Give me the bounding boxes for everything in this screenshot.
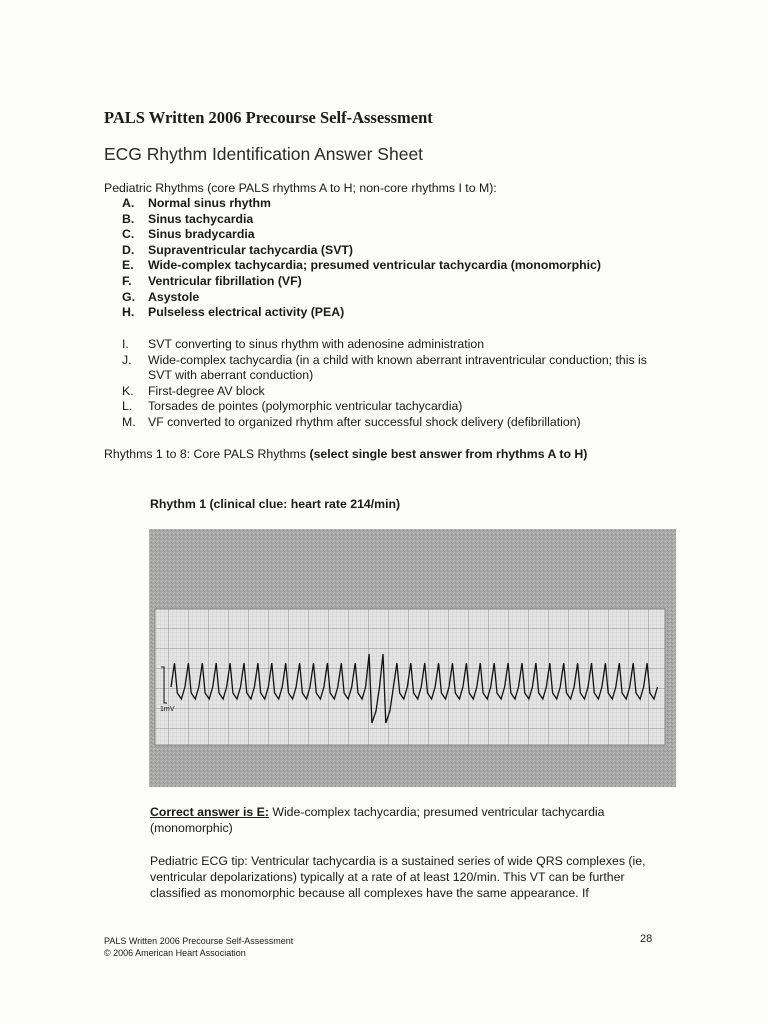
- list-item: I. SVT converting to sinus rhythm with adenosine administration: [122, 337, 485, 351]
- list-item: A. Normal sinus rhythm: [122, 196, 271, 210]
- page-footer: PALS Written 2006 Precourse Self-Assessment © 2006 American Heart Association: [104, 936, 294, 958]
- list-item: C. Sinus bradycardia: [122, 227, 255, 242]
- list-item: M. VF converted to organized rhythm after successful shock delivery (defibrillation): [122, 414, 581, 429]
- ecg-strip-image: [149, 529, 676, 787]
- strip-scale-label: 1mV: [160, 706, 175, 713]
- list-item: G. Asystole: [122, 289, 200, 304]
- list-item: B. Sinus tachycardia: [122, 211, 254, 226]
- list-item: L. Torsades de pointes (polymorphic ventricular tachycardia): [122, 399, 463, 414]
- rhythm-list-intro: Pediatric Rhythms (core PALS rhythms A to H; non-core rhythms I to M):: [104, 181, 497, 195]
- list-item: J. Wide-complex tachycardia (in a child with known aberrant intraventricular conduction; this is SVT with aberrant conduction): [122, 352, 647, 383]
- noncore-rhythm-list: [122, 337, 668, 430]
- list-item: F. Ventricular fibrillation (VF): [122, 273, 302, 288]
- correct-answer: Correct answer is E: Wide-complex tachycardia; presumed ventricular tachycardia (monomorphic): [150, 805, 605, 835]
- rhythms-instruction: Rhythms 1 to 8: Core PALS Rhythms (select single best answer from rhythms A to H): [104, 447, 588, 461]
- core-rhythm-list: [122, 196, 601, 321]
- list-item: E. Wide-complex tachycardia; presumed ventricular tachycardia (monomorphic): [122, 258, 601, 273]
- page-number: 28: [640, 933, 653, 945]
- document-title: PALS Written 2006 Precourse Self-Assessment: [104, 108, 433, 127]
- answer-sheet-heading: ECG Rhythm Identification Answer Sheet: [104, 144, 424, 164]
- list-item: K. First-degree AV block: [122, 383, 265, 398]
- list-item: H. Pulseless electrical activity (PEA): [122, 305, 345, 320]
- list-item: D. Supraventricular tachycardia (SVT): [122, 242, 354, 257]
- rhythm-1-title: Rhythm 1 (clinical clue: heart rate 214/min): [150, 497, 401, 511]
- ecg-tip-paragraph: Pediatric ECG tip: Ventricular tachycardia is a sustained series of wide QRS complexes (ie, ventricular depolarizations) typically at a rate of at least 120/min. This VT can be further classified as monomorphic because all complexes have the same appearance. If: [150, 854, 646, 900]
